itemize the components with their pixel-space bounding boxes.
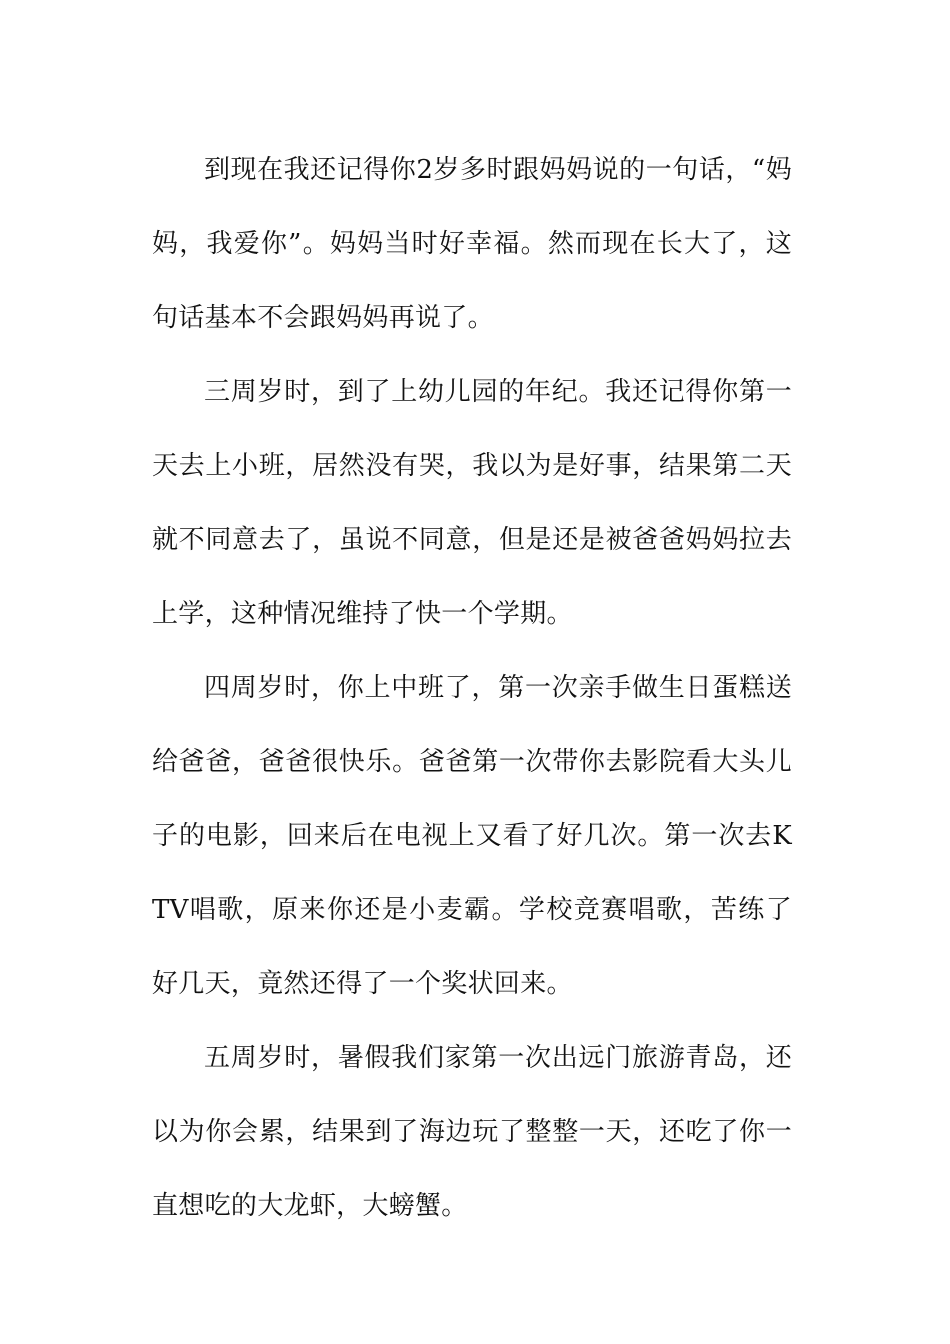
- paragraph-1: 到现在我还记得你2岁多时跟妈妈说的一句话，“妈妈，我爱你”。妈妈当时好幸福。然而现在长大了，这句话基本不会跟妈妈再说了。: [152, 155, 792, 333]
- paragraph-2: 三周岁时，到了上幼儿园的年纪。我还记得你第一天去上小班，居然没有哭，我以为是好事，结果第二天就不同意去了，虽说不同意，但是还是被爸爸妈妈拉去上学，这种情况维持了快一个学期。: [152, 377, 792, 629]
- document-body: [152, 133, 792, 1243]
- paragraph-4: 五周岁时，暑假我们家第一次出远门旅游青岛，还以为你会累，结果到了海边玩了整整一天，还吃了你一直想吃的大龙虾，大螃蟹。: [152, 1043, 792, 1221]
- paragraph-3: 四周岁时，你上中班了，第一次亲手做生日蛋糕送给爸爸，爸爸很快乐。爸爸第一次带你去影院看大头儿子的电影，回来后在电视上又看了好几次。第一次去KTV唱歌，原来你还是小麦霸。学校竞赛唱歌，苦练了好几天，竟然还得了一个奖状回来。: [152, 673, 792, 999]
